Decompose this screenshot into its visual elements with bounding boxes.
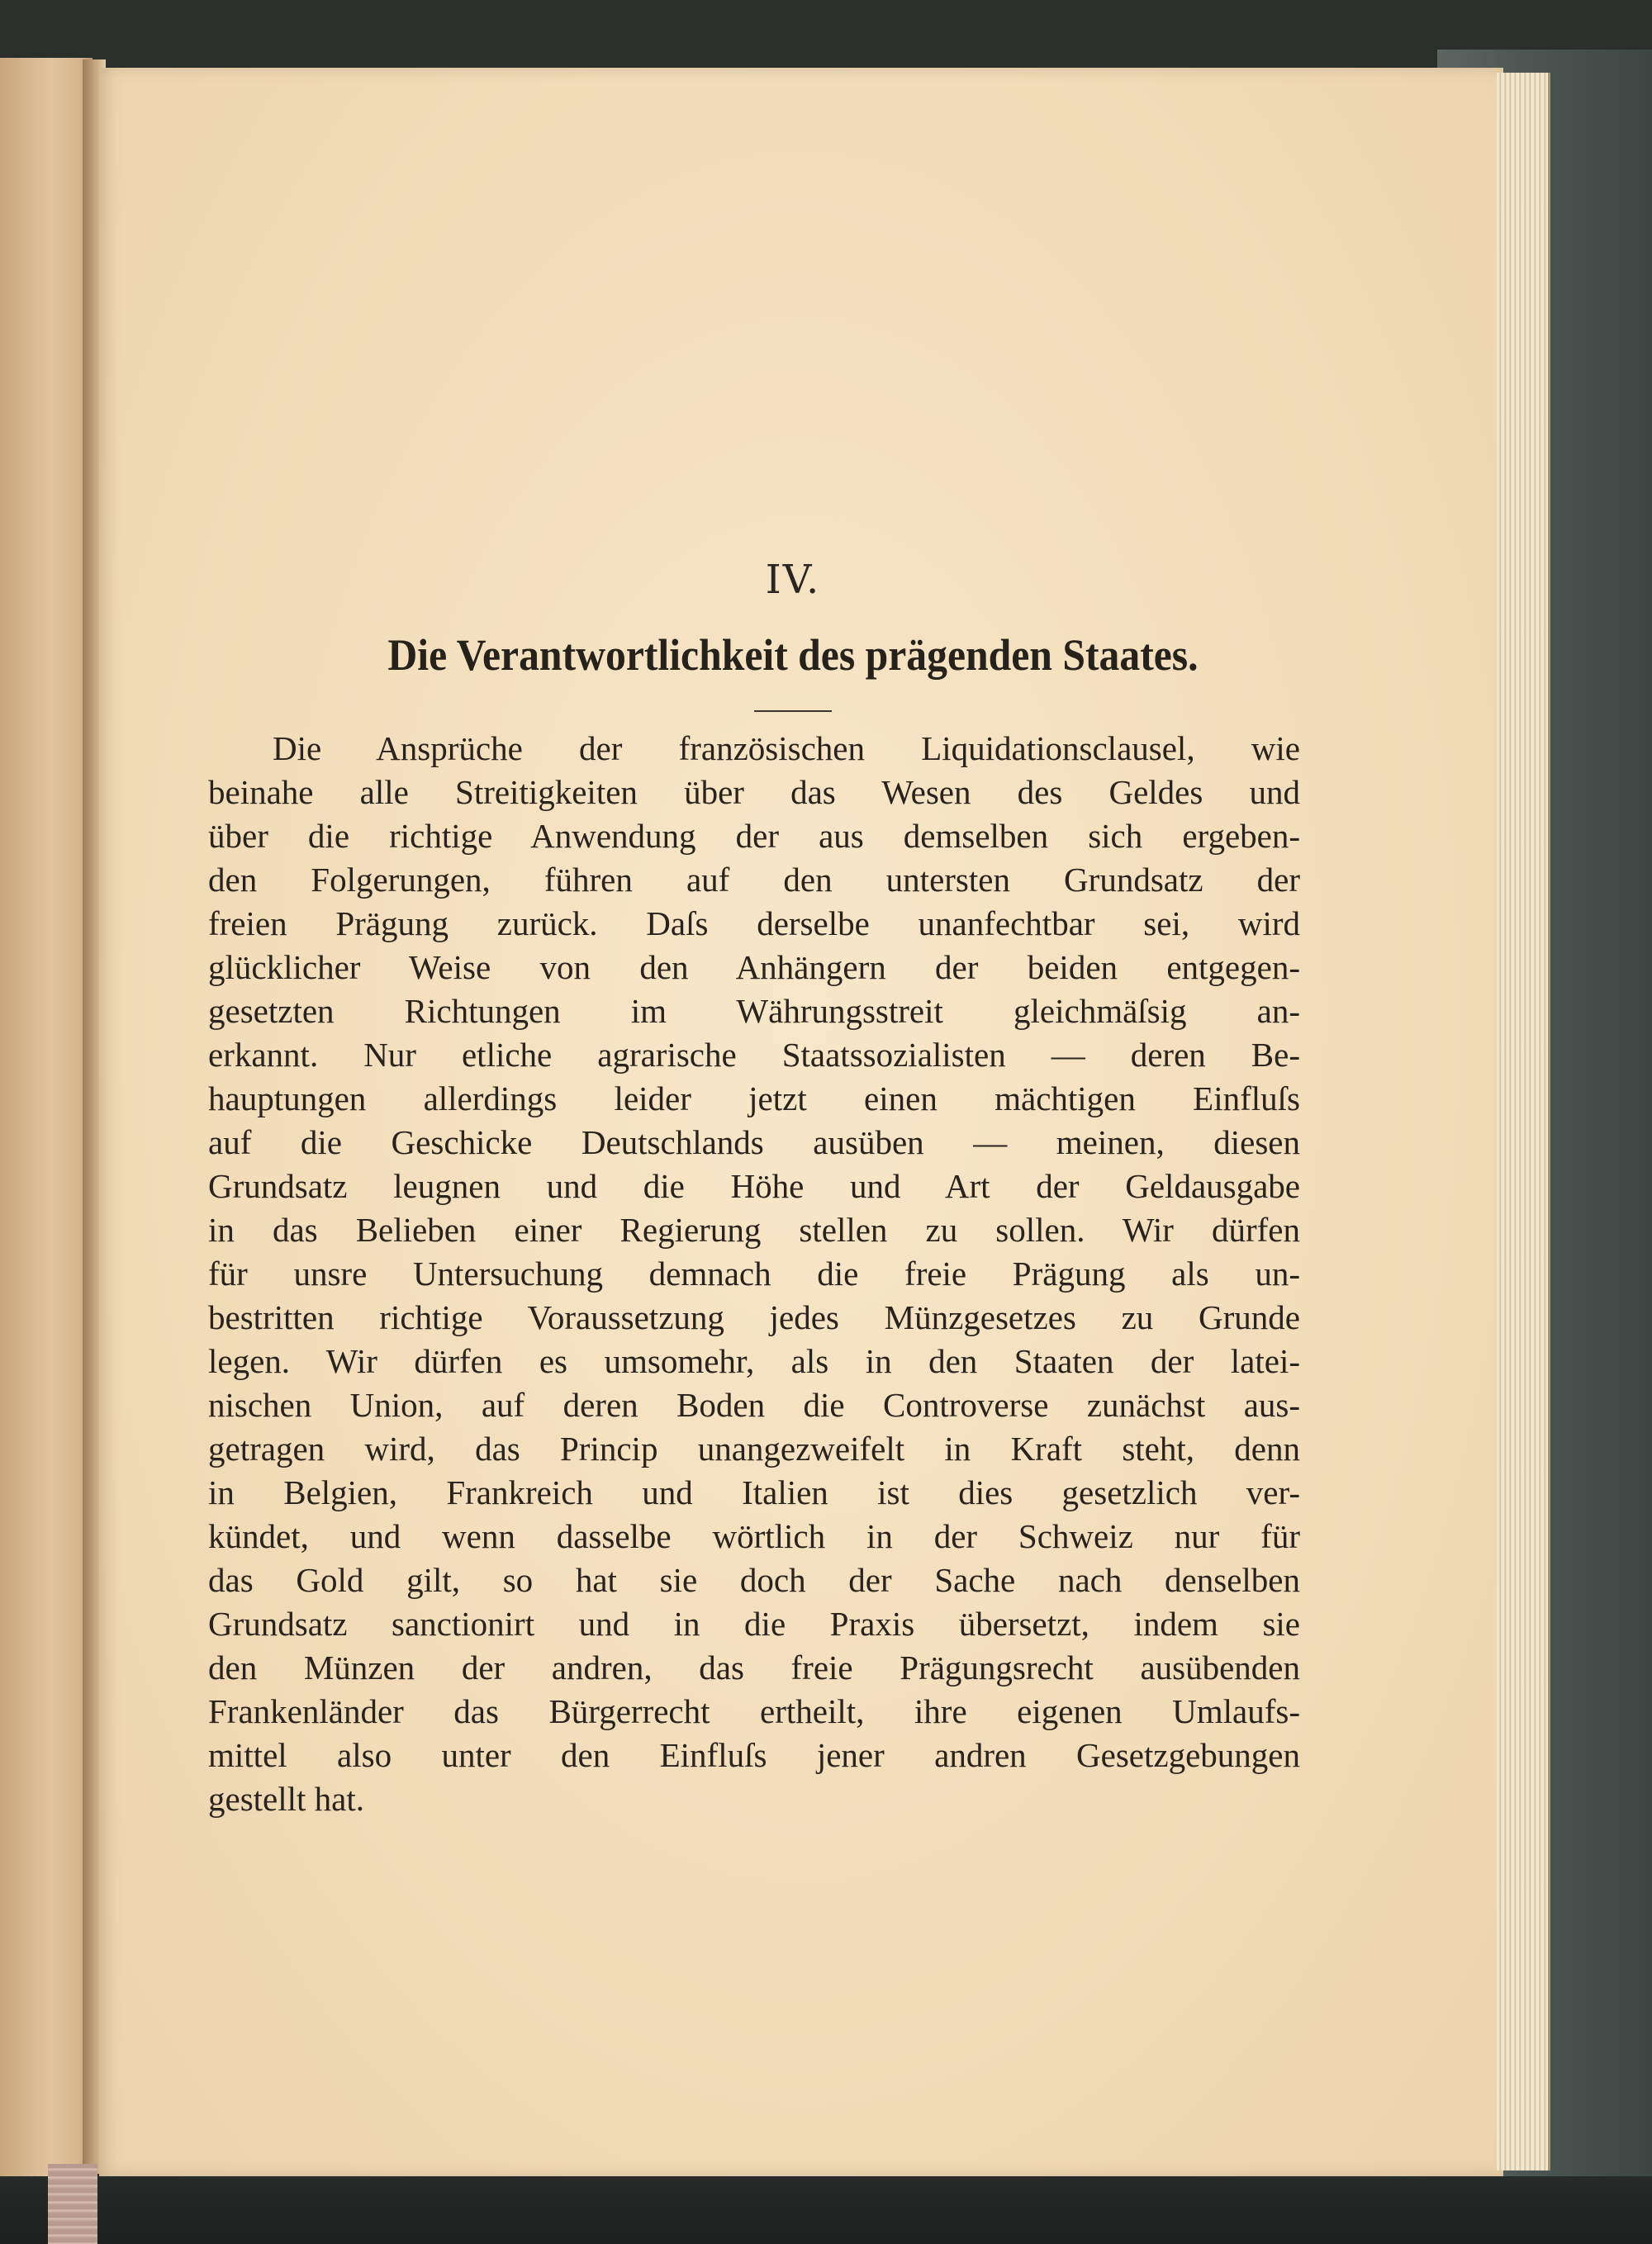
- text-line: in das Belieben einer Regierung stellen zu sollen. Wir dürfen: [208, 1211, 1300, 1249]
- text-line: Die Ansprüche der französischen Liquidationsclausel, wie: [273, 729, 1300, 767]
- bookmark-ribbon: [48, 2164, 97, 2244]
- body-paragraph: [208, 727, 1300, 1821]
- text-line: nischen Union, auf deren Boden die Controverse zunächst aus-: [208, 1386, 1300, 1424]
- text-line: über die richtige Anwendung der aus demselben sich ergeben-: [208, 817, 1300, 855]
- text-line: das Gold gilt, so hat sie doch der Sache nach denselben: [208, 1561, 1300, 1599]
- page-block-edges: [1497, 73, 1550, 2170]
- text-line: den Folgerungen, führen auf den untersten Grundsatz der: [208, 861, 1300, 899]
- text-line: Frankenländer das Bürgerrecht ertheilt, ihre eigenen Umlaufs-: [208, 1692, 1300, 1730]
- text-line: erkannt. Nur etliche agrarische Staatssozialisten — deren Be-: [208, 1036, 1300, 1074]
- book-bottom-edge: [0, 2176, 1652, 2244]
- text-line: getragen wird, das Princip unangezweifelt in Kraft steht, denn: [208, 1430, 1300, 1468]
- text-line: gestellt hat.: [208, 1780, 365, 1818]
- text-line: mittel also unter den Einfluſs jener andren Gesetzgebungen: [208, 1736, 1300, 1774]
- text-line: Grundsatz sanctionirt und in die Praxis übersetzt, indem sie: [208, 1605, 1300, 1643]
- text-line: glücklicher Weise von den Anhängern der beiden entgegen-: [208, 948, 1300, 986]
- chapter-title: Die Verantwortlichkeit des prägenden Staates.: [387, 630, 1199, 680]
- text-line: kündet, und wenn dasselbe wörtlich in der Schweiz nur für: [208, 1517, 1300, 1555]
- title-divider: [754, 710, 832, 712]
- text-line: auf die Geschicke Deutschlands ausüben — meinen, diesen: [208, 1123, 1300, 1161]
- text-line: den Münzen der andren, das freie Prägungsrecht ausübenden: [208, 1649, 1300, 1687]
- text-line: Grundsatz leugnen und die Höhe und Art der Geldausgabe: [208, 1167, 1300, 1205]
- facing-page: [0, 58, 93, 2176]
- chapter-number: IV.: [765, 557, 821, 603]
- text-line: gesetzten Richtungen im Währungsstreit gleichmäſsig an-: [208, 992, 1300, 1030]
- text-line: bestritten richtige Voraussetzung jedes Münzgesetzes zu Grunde: [208, 1298, 1300, 1336]
- text-line: legen. Wir dürfen es umsomehr, als in den Staaten der latei-: [208, 1342, 1300, 1380]
- text-line: in Belgien, Frankreich und Italien ist dies gesetzlich ver-: [208, 1473, 1300, 1511]
- text-line: freien Prägung zurück. Daſs derselbe unanfechtbar sei, wird: [208, 904, 1300, 942]
- text-line: hauptungen allerdings leider jetzt einen mächtigen Einfluſs: [208, 1079, 1300, 1117]
- text-line: beinahe alle Streitigkeiten über das Wesen des Geldes und: [208, 773, 1300, 811]
- text-line: für unsre Untersuchung demnach die freie Prägung als un-: [208, 1255, 1300, 1293]
